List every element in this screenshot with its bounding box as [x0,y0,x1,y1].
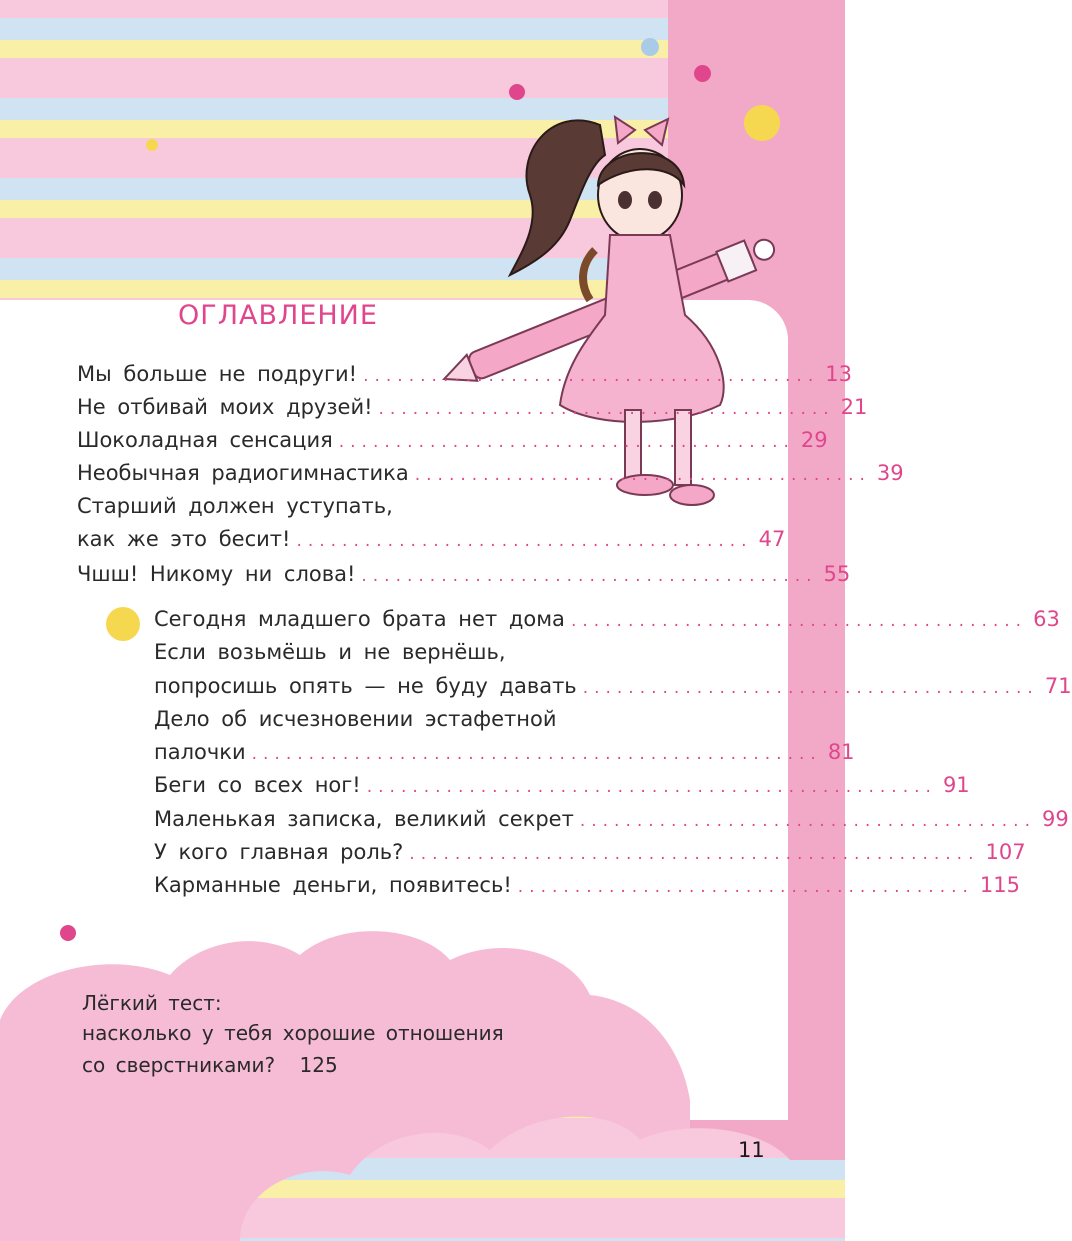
toc-entry[interactable] [154,840,1026,864]
toc-entry-page: 39 [876,461,904,485]
toc-entry-title: Мы больше не подруги! [77,362,358,386]
toc-entry-page: 99 [1041,807,1069,831]
toc-entry[interactable] [77,428,828,452]
dot-leader: ........................................ [582,678,1039,698]
toc-entry-title: Необычная радиогимнастика [77,461,409,485]
girl-with-pencil-illustration [430,85,800,525]
toc-entry-title: Маленькая записка, великий секрет [154,807,574,831]
toc-entry[interactable] [154,674,1072,698]
toc-entry-page: 13 [825,362,852,386]
dot-leader: .................................................. [251,744,822,764]
dot-leader: ........................................ [378,399,835,419]
toc-entry[interactable] [77,395,868,419]
toc-entry-page: 21 [840,395,868,419]
toc-entry[interactable] [77,362,852,386]
page-number: 11 [738,1138,765,1162]
dot-leader: .................................................. [366,777,937,797]
toc-entry-title: Не отбивай моих друзей! [77,395,373,419]
toc-entry-title: Сегодня младшего брата нет дома [154,607,565,631]
dot-leader: ........................................ [361,566,818,586]
dot-leader: ........................................ [570,611,1028,631]
toc-entry-title: У кого главная роль? [154,840,404,864]
toc-entry-page: 63 [1033,607,1060,631]
toc-entry-page: 47 [758,527,786,551]
dot-leader: ........................................ [363,366,820,386]
yellow-dot-decoration [146,139,158,151]
toc-entry[interactable] [77,562,851,586]
toc-entry-title-line[interactable]: Если возьмёшь и не вернёшь, [154,640,506,664]
test-title: Лёгкий тест: [82,991,222,1015]
toc-entry-title: Шоколадная сенсация [77,428,333,452]
dot-leader: ........................................ [296,531,753,551]
toc-entry[interactable] [154,607,1060,631]
toc-entry-page: 81 [827,740,855,764]
toc-entry-title: попросишь опять — не буду давать [154,674,577,698]
toc-entry[interactable] [154,807,1069,831]
toc-entry[interactable] [77,527,786,551]
toc-entry-page: 107 [985,840,1026,864]
dot-leader: ........................................ [338,432,795,452]
test-subtitle-line: насколько у тебя хорошие отношения [82,1021,504,1045]
dot-leader: ........................................ [579,811,1036,831]
test-page: 125 [299,1053,338,1077]
toc-entry-page: 55 [823,562,851,586]
toc-entry-page: 71 [1044,674,1072,698]
toc-entry-title: Карманные деньги, появитесь! [154,873,512,897]
toc-entry[interactable] [154,873,1021,897]
toc-entry-title: как же это бесит! [77,527,291,551]
page-title: ОГЛАВЛЕНИЕ [178,300,378,331]
toc-entry-title: Чшш! Никому ни слова! [77,562,356,586]
yellow-dot-bullet [106,607,140,641]
toc-entry-title: Беги со всех ног! [154,773,361,797]
toc-entry-page: 29 [800,428,828,452]
toc-entry-title-line[interactable]: Дело об исчезновении эстафетной [154,707,557,731]
toc-entry-title-line[interactable]: Старший должен уступать, [77,494,393,518]
dot-leader: ........................................ [414,465,871,485]
toc-entry[interactable] [154,740,855,764]
dot-leader: .................................................. [409,844,980,864]
test-subtitle-end: со сверстниками? [82,1053,276,1077]
dot-leader: ........................................ [517,877,974,897]
blue-dot-decoration [641,38,659,56]
toc-entry-page: 115 [979,873,1021,897]
toc-entry[interactable] [154,773,970,797]
pink-dot-decoration [694,65,711,82]
toc-entry-title: палочки [154,740,246,764]
toc-entry[interactable] [77,461,904,485]
test-subtitle-line[interactable] [82,1053,338,1077]
toc-entry-page: 91 [942,773,970,797]
